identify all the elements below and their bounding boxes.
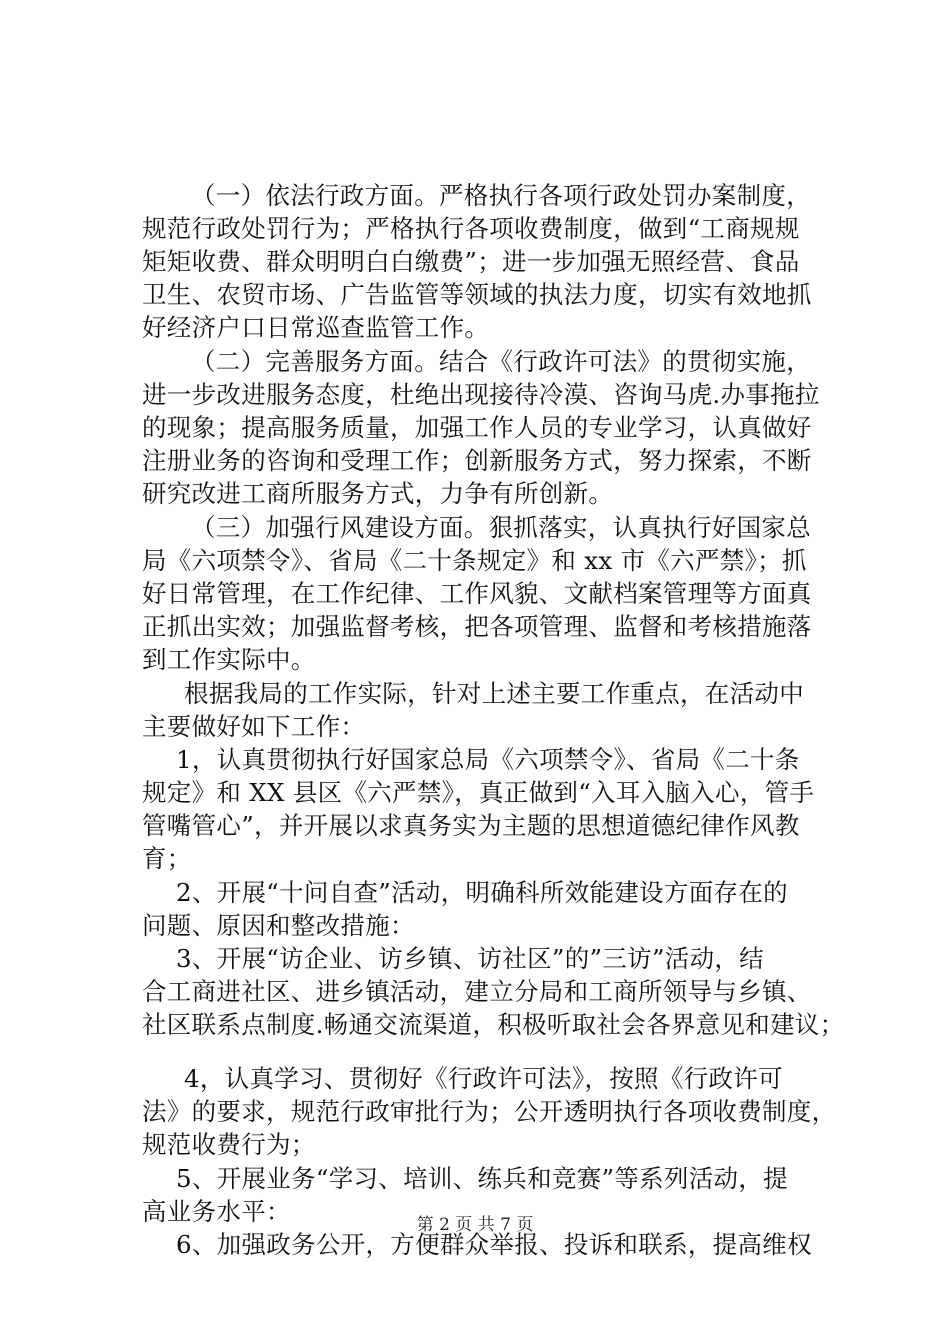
- text-line: 问题、原因和整改措施：: [142, 911, 415, 940]
- text-line: 社区联系点制度.畅通交流渠道，积极听取社会各界意见和建议；: [142, 1010, 845, 1039]
- text-line: 根据我局的工作实际，针对上述主要工作重点，在活动中: [184, 679, 804, 708]
- text-line: 的现象；提高服务质量，加强工作人员的专业学习，认真做好: [142, 413, 812, 442]
- text-line: 局《六项禁令》、省局《二十条规定》和 xx 市《六严禁》；抓: [142, 546, 807, 575]
- text-line: 到工作实际中。: [142, 645, 316, 674]
- page-footer: 第 2 页 共 7 页: [416, 1215, 534, 1235]
- text-line: 好经济户口日常巡查监管工作。: [142, 313, 490, 342]
- text-line: （二）完善服务方面。结合《行政许可法》的贯彻实施，: [191, 347, 811, 376]
- text-line: 规定》和 XX 县区《六严禁》，真正做到“入耳入脑入心，管手: [142, 778, 815, 807]
- text-line: 卫生、农贸市场、广告监管等领域的执法力度，切实有效地抓: [142, 280, 812, 309]
- text-line: 好日常管理，在工作纪律、工作风貌、文献档案管理等方面真: [142, 579, 812, 608]
- text-line: 正抓出实效；加强监督考核，把各项管理、监督和考核措施落: [142, 612, 812, 641]
- text-line: 6、加强政务公开，方便群众举报、投诉和联系，提高维权: [176, 1230, 812, 1259]
- text-line: 规范收费行为；: [142, 1130, 316, 1159]
- text-line: 研究改进工商所服务方式，力争有所创新。: [142, 479, 614, 508]
- text-line: （三）加强行风建设方面。狠抓落实，认真执行好国家总: [191, 513, 811, 542]
- text-line: 3、开展“访企业、访乡镇、访社区”的”三访”活动，结: [176, 944, 764, 973]
- text-line: 矩矩收费、群众明明白白缴费”；进一步加强无照经营、食品: [142, 247, 800, 276]
- text-line: （一）依法行政方面。严格执行各项行政处罚办案制度，: [191, 181, 811, 210]
- text-line: 合工商进社区、进乡镇活动，建立分局和工商所领导与乡镇、: [142, 977, 812, 1006]
- text-line: 规范行政处罚行为；严格执行各项收费制度，做到“工商规规: [142, 214, 800, 243]
- text-line: 进一步改进服务态度，杜绝出现接待冷漠、咨询马虎.办事拖拉: [142, 380, 820, 409]
- text-line: 育；: [142, 844, 192, 873]
- text-line: 4，认真学习、贯彻好《行政许可法》，按照《行政许可: [184, 1064, 783, 1093]
- text-line: 1，认真贯彻执行好国家总局《六项禁令》、省局《二十条: [176, 745, 800, 774]
- text-line: 主要做好如下工作：: [142, 712, 366, 741]
- text-line: 2、开展“十问自查”活动，明确科所效能建设方面存在的: [176, 878, 788, 907]
- text-line: 管嘴管心”，并开展以求真务实为主题的思想道德纪律作风教: [142, 811, 800, 840]
- text-line: 法》的要求，规范行政审批行为；公开透明执行各项收费制度，: [142, 1097, 837, 1126]
- text-line: 5、开展业务“学习、培训、练兵和竞赛”等系列活动，提: [176, 1164, 788, 1193]
- text-line: 注册业务的咨询和受理工作；创新服务方式，努力探索，不断: [142, 446, 812, 475]
- text-line: 高业务水平：: [142, 1197, 291, 1226]
